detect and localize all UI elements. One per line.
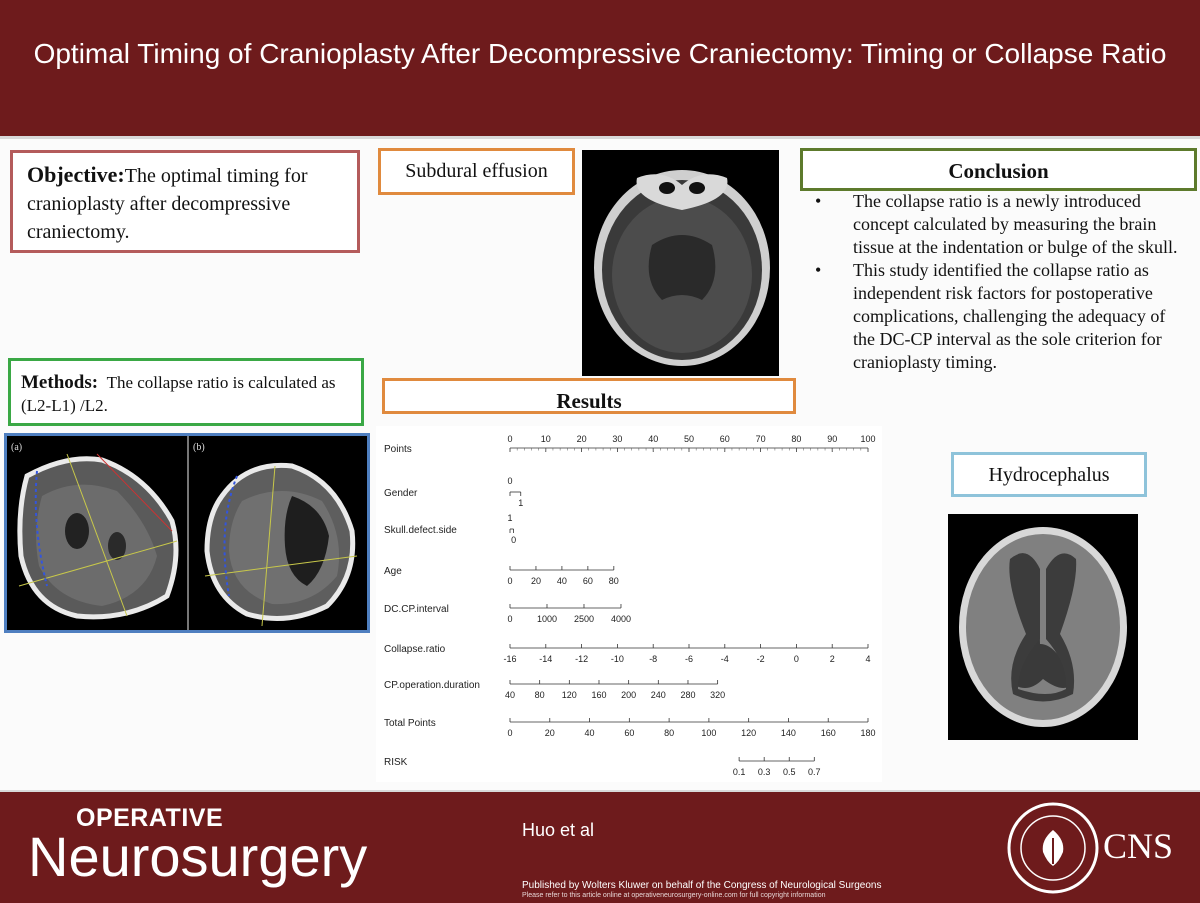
nomogram-tick-label: 100 bbox=[860, 434, 876, 444]
nomogram-tick-label: 80 bbox=[608, 576, 619, 586]
conclusion-list bbox=[815, 190, 1187, 426]
methods-text: The collapse ratio is calculated as (L2-L1) /L2. bbox=[21, 373, 336, 415]
subdural-effusion-label: Subdural effusion bbox=[378, 148, 575, 195]
nomogram-tick-label: 280 bbox=[680, 690, 696, 700]
nomogram-tick-label: 0.5 bbox=[782, 767, 796, 777]
nomogram-row-label: Skull.defect.side bbox=[384, 525, 457, 536]
nomogram-tick-label: 0 bbox=[507, 434, 513, 444]
nomogram-tick-label: -2 bbox=[756, 654, 765, 664]
conclusion-bullet-2 bbox=[815, 259, 1187, 374]
nomogram-tick-label: 1 bbox=[518, 498, 524, 508]
nomogram-tick-label: 60 bbox=[719, 434, 730, 444]
results-label: Results bbox=[382, 378, 796, 414]
nomogram-tick-label: 160 bbox=[591, 690, 607, 700]
conclusion-label: Conclusion bbox=[800, 148, 1197, 191]
methods-ct-image bbox=[4, 433, 370, 633]
nomogram-row-label: Collapse.ratio bbox=[384, 644, 446, 655]
nomogram-tick-label: 40 bbox=[504, 690, 516, 700]
authors-text: Huo et al bbox=[522, 820, 595, 840]
nomogram-tick-label: 40 bbox=[648, 434, 659, 444]
hydrocephalus-label: Hydrocephalus bbox=[951, 452, 1147, 497]
nomogram-tick-label: -12 bbox=[575, 654, 589, 664]
nomogram-tick-label: 0 bbox=[793, 654, 799, 664]
nomogram-tick-label: -8 bbox=[649, 654, 658, 664]
panel-b-label: (b) bbox=[193, 442, 205, 453]
methods-box bbox=[8, 358, 364, 426]
nomogram-tick-label: 40 bbox=[556, 576, 567, 586]
nomogram-tick-label: 70 bbox=[755, 434, 766, 444]
nomogram-tick-label: 0.3 bbox=[757, 767, 771, 777]
conclusion-bullet-text: The collapse ratio is a newly introduced concept calculated by measuring the brain tissue at the indentation or bulge of the skull. bbox=[853, 191, 1178, 257]
nomogram-tick-label: 80 bbox=[664, 728, 675, 738]
nomogram-tick-label: 100 bbox=[701, 728, 717, 738]
subdural-ct-image bbox=[582, 150, 779, 376]
nomogram-tick-label: 0 bbox=[507, 576, 513, 586]
nomogram-tick-label: 0.7 bbox=[808, 767, 821, 777]
hydrocephalus-ct-drawing bbox=[948, 514, 1138, 740]
nomogram-tick-label: 80 bbox=[534, 690, 545, 700]
nomogram-tick-label: 240 bbox=[650, 690, 666, 700]
nomogram-tick-label: 120 bbox=[741, 728, 757, 738]
objective-heading: Objective: bbox=[27, 162, 125, 187]
nomogram-tick-label: 80 bbox=[791, 434, 802, 444]
nomogram-tick-label: 4 bbox=[865, 654, 871, 664]
nomogram-row-label: DC.CP.interval bbox=[384, 604, 449, 615]
nomogram-svg bbox=[376, 426, 882, 782]
nomogram-tick-label: 20 bbox=[544, 728, 555, 738]
objective-text: The optimal timing for cranioplasty after decompressive craniectomy. bbox=[27, 165, 308, 243]
nomogram-tick-label: 1 bbox=[507, 513, 513, 523]
nomogram-row-label: Total Points bbox=[384, 718, 436, 729]
bullet-icon: • bbox=[815, 260, 822, 280]
nomogram-tick-label: 0 bbox=[507, 476, 513, 486]
nomogram-tick-label: 180 bbox=[860, 728, 876, 738]
copyright-note: Please refer to this article online at operativeneurosurgery-online.com for full copyright information bbox=[522, 892, 826, 899]
nomogram-tick-label: 10 bbox=[540, 434, 551, 444]
cns-text: CNS bbox=[1103, 826, 1174, 866]
panel-a-label: (a) bbox=[11, 442, 23, 453]
nomogram-tick-label: 2 bbox=[829, 654, 835, 664]
nomogram-tick-label: 4000 bbox=[610, 614, 631, 624]
nomogram-tick-label: 160 bbox=[820, 728, 836, 738]
nomogram-tick-label: 60 bbox=[582, 576, 593, 586]
hydrocephalus-ct-image bbox=[948, 514, 1138, 740]
conclusion-bullet-1 bbox=[815, 190, 1187, 259]
nomogram-chart bbox=[376, 426, 882, 782]
nomogram-tick-label: 120 bbox=[561, 690, 577, 700]
nomogram-row-label: RISK bbox=[384, 757, 408, 768]
nomogram-tick-label: 0 bbox=[507, 728, 513, 738]
poster-title: Optimal Timing of Cranioplasty After Decompressive Craniectomy: Timing or Collapse Ratio bbox=[33, 38, 1167, 69]
nomogram-tick-label: 2500 bbox=[573, 614, 595, 624]
nomogram-tick-label: 320 bbox=[710, 690, 726, 700]
nomogram-tick-label: 50 bbox=[683, 434, 695, 444]
nomogram-tick-label: -10 bbox=[610, 654, 624, 664]
methods-heading: Methods: bbox=[21, 372, 99, 393]
conclusion-bullet-text: This study identified the collapse ratio as independent risk factors for postoperative complications, challenging the adequacy of the DC-CP interval as the sole criterion for cranioplasty timing. bbox=[853, 260, 1166, 372]
nomogram-tick-label: -4 bbox=[720, 654, 729, 664]
publisher-text: Published by Wolters Kluwer on behalf of the Congress of Neurological Surgeons bbox=[522, 880, 882, 891]
objective-box bbox=[10, 150, 360, 253]
nomogram-tick-label: 60 bbox=[624, 728, 635, 738]
journal-logo-top: OPERATIVE bbox=[76, 804, 224, 832]
nomogram-tick-label: 140 bbox=[780, 728, 796, 738]
nomogram-tick-label: 0.1 bbox=[732, 767, 746, 777]
nomogram-tick-label: 20 bbox=[530, 576, 541, 586]
journal-logo-bottom: Neurosurgery bbox=[28, 825, 368, 888]
nomogram-row-label: CP.operation.duration bbox=[384, 680, 480, 691]
bullet-icon: • bbox=[815, 191, 822, 211]
nomogram-tick-label: -16 bbox=[503, 654, 517, 664]
nomogram-row-label: Gender bbox=[384, 488, 418, 499]
nomogram-tick-label: 1000 bbox=[536, 614, 558, 624]
nomogram-tick-label: -6 bbox=[684, 654, 694, 664]
nomogram-tick-label: 90 bbox=[827, 434, 838, 444]
methods-ct-drawing bbox=[7, 436, 367, 630]
nomogram-row-label: Age bbox=[384, 566, 402, 577]
nomogram-tick-label: 0 bbox=[511, 535, 517, 545]
nomogram-tick-label: 30 bbox=[612, 434, 623, 444]
nomogram-row-label: Points bbox=[384, 444, 412, 455]
nomogram-tick-label: 200 bbox=[621, 690, 637, 700]
nomogram-tick-label: 20 bbox=[576, 434, 587, 444]
nomogram-tick-label: -14 bbox=[539, 654, 553, 664]
nomogram-tick-label: 40 bbox=[584, 728, 595, 738]
cns-seal-icon bbox=[1005, 800, 1101, 896]
subdural-ct-drawing bbox=[582, 150, 779, 376]
nomogram-tick-label: 0 bbox=[507, 614, 513, 624]
